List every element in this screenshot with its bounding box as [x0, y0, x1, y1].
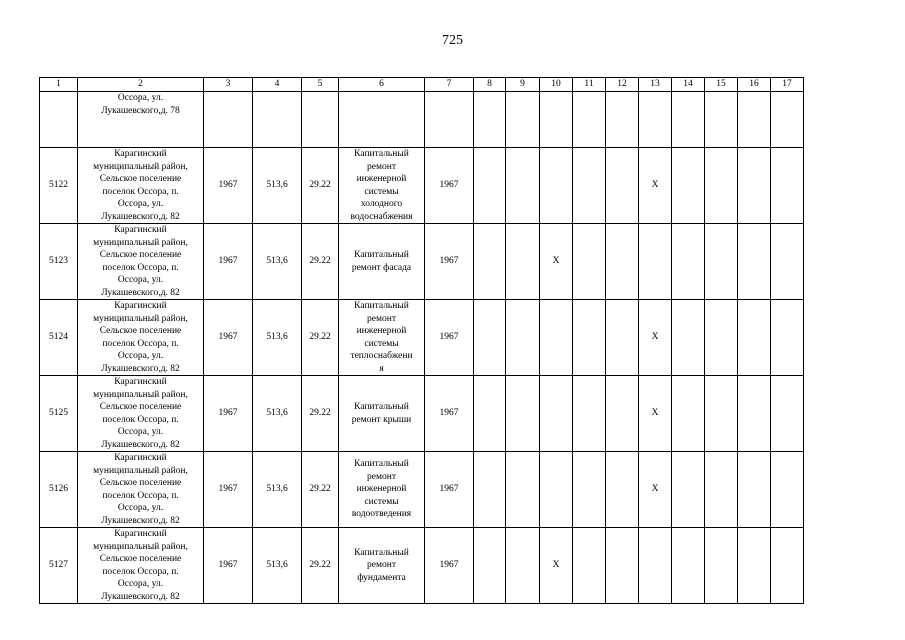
cell-empty: [506, 148, 540, 224]
table-body: [40, 78, 804, 604]
cell-year: 1967: [425, 148, 474, 224]
cell-area: 513,6: [253, 528, 302, 604]
cell-empty: [738, 148, 771, 224]
column-header-11: 11: [573, 78, 606, 92]
cell-mark: X: [540, 528, 573, 604]
cell-year: 1967: [425, 376, 474, 452]
column-header-16: 16: [738, 78, 771, 92]
table-row: [40, 224, 804, 300]
cell-mark: X: [639, 300, 672, 376]
column-header-17: 17: [771, 78, 804, 92]
column-header-5: 5: [302, 78, 339, 92]
cell-empty: [474, 376, 506, 452]
cell-rate: 29.22: [302, 452, 339, 528]
cell-rate: 29.22: [302, 148, 339, 224]
cell-year-built: 1967: [204, 300, 253, 376]
column-header-15: 15: [705, 78, 738, 92]
column-header-12: 12: [606, 78, 639, 92]
cell-empty: [738, 300, 771, 376]
table-row: [40, 300, 804, 376]
continuation-row: [40, 92, 804, 148]
column-header-6: 6: [339, 78, 425, 92]
table-row: [40, 528, 804, 604]
column-header-14: 14: [672, 78, 705, 92]
cell-empty: [672, 148, 705, 224]
cell-empty: [573, 224, 606, 300]
column-header-10: 10: [540, 78, 573, 92]
cell-address: Карагинский муниципальный район, Сельское поселение поселок Оссора, п. Оссора, ул. Лукашевского,д. 82: [78, 300, 204, 376]
table-row: [40, 452, 804, 528]
cell-empty: [738, 528, 771, 604]
cell-work-type: Капитальный ремонт инженерной системы теплоснабжени я: [339, 300, 425, 376]
cell-empty: [573, 452, 606, 528]
cell-empty: [639, 224, 672, 300]
cell-empty: [474, 300, 506, 376]
cell-year: 1967: [425, 452, 474, 528]
cell-empty: [540, 300, 573, 376]
cell-empty: [705, 376, 738, 452]
cell-empty: [672, 300, 705, 376]
column-header-8: 8: [474, 78, 506, 92]
cell-address: Оссора, ул. Лукашевского,д. 78: [78, 92, 204, 148]
cell-empty: [705, 452, 738, 528]
cell-year: 1967: [425, 528, 474, 604]
cell-id: 5123: [40, 224, 78, 300]
cell-empty: [540, 452, 573, 528]
cell-year-built: 1967: [204, 376, 253, 452]
cell-empty: [606, 224, 639, 300]
column-header-2: 2: [78, 78, 204, 92]
cell-area: 513,6: [253, 376, 302, 452]
cell-empty: [672, 452, 705, 528]
cell-year-built: 1967: [204, 452, 253, 528]
cell-year-built: 1967: [204, 224, 253, 300]
cell-mark: X: [639, 148, 672, 224]
cell-empty: [540, 148, 573, 224]
cell-rate: 29.22: [302, 528, 339, 604]
cell-empty: [738, 376, 771, 452]
cell-empty: [474, 148, 506, 224]
cell-year: 1967: [425, 224, 474, 300]
cell-id: 5124: [40, 300, 78, 376]
column-header-7: 7: [425, 78, 474, 92]
cell-year-built: 1967: [204, 528, 253, 604]
cell-empty: [606, 528, 639, 604]
cell-year-built: 1967: [204, 148, 253, 224]
cell-empty: [771, 300, 804, 376]
cell-address: Карагинский муниципальный район, Сельское поселение поселок Оссора, п. Оссора, ул. Лукашевского,д. 82: [78, 224, 204, 300]
cell-empty: [474, 528, 506, 604]
cell-id: 5122: [40, 148, 78, 224]
cell-empty: [771, 452, 804, 528]
cell-id: [40, 92, 78, 148]
cell-mark: X: [540, 224, 573, 300]
cell-empty: [639, 528, 672, 604]
cell-empty: [606, 148, 639, 224]
cell-empty: [771, 528, 804, 604]
cell-empty: [506, 452, 540, 528]
cell-empty: [474, 224, 506, 300]
capital-repair-table: [39, 77, 804, 604]
cell-work-type: Капитальный ремонт крыши: [339, 376, 425, 452]
cell-address: Карагинский муниципальный район, Сельское поселение поселок Оссора, п. Оссора, ул. Лукашевского,д. 82: [78, 376, 204, 452]
cell-id: 5125: [40, 376, 78, 452]
cell-empty: [573, 300, 606, 376]
cell-id: 5126: [40, 452, 78, 528]
cell-empty: [606, 452, 639, 528]
table-row: [40, 148, 804, 224]
cell-area: 513,6: [253, 148, 302, 224]
cell-empty: [506, 224, 540, 300]
cell-empty: [606, 376, 639, 452]
cell-rate: 29.22: [302, 376, 339, 452]
column-number-row: [40, 78, 804, 92]
column-header-1: 1: [40, 78, 78, 92]
cell-id: 5127: [40, 528, 78, 604]
table-row: [40, 376, 804, 452]
cell-year: 1967: [425, 300, 474, 376]
cell-rate: 29.22: [302, 224, 339, 300]
cell-empty: [606, 300, 639, 376]
cell-empty: [540, 376, 573, 452]
cell-address: Карагинский муниципальный район, Сельское поселение поселок Оссора, п. Оссора, ул. Лукашевского,д. 82: [78, 148, 204, 224]
column-header-9: 9: [506, 78, 540, 92]
cell-area: 513,6: [253, 300, 302, 376]
cell-work-type: Капитальный ремонт фасада: [339, 224, 425, 300]
cell-empty: [705, 148, 738, 224]
cell-empty: [506, 528, 540, 604]
cell-empty: [771, 224, 804, 300]
cell-empty: [474, 452, 506, 528]
cell-work-type: Капитальный ремонт фундамента: [339, 528, 425, 604]
cell-area: 513,6: [253, 224, 302, 300]
cell-empty: [672, 528, 705, 604]
cell-empty: [771, 376, 804, 452]
page-number: 725: [442, 33, 463, 48]
cell-empty: [771, 148, 804, 224]
cell-empty: [738, 452, 771, 528]
cell-empty: [672, 224, 705, 300]
cell-empty: [506, 300, 540, 376]
cell-empty: [738, 224, 771, 300]
cell-empty: [573, 528, 606, 604]
cell-empty: [705, 300, 738, 376]
cell-empty: [506, 376, 540, 452]
cell-work-type: Капитальный ремонт инженерной системы водоотведения: [339, 452, 425, 528]
cell-mark: X: [639, 452, 672, 528]
cell-empty: [573, 148, 606, 224]
column-header-13: 13: [639, 78, 672, 92]
cell-address: Карагинский муниципальный район, Сельское поселение поселок Оссора, п. Оссора, ул. Лукашевского,д. 82: [78, 452, 204, 528]
cell-area: 513,6: [253, 452, 302, 528]
cell-mark: X: [639, 376, 672, 452]
column-header-4: 4: [253, 78, 302, 92]
cell-rate: 29.22: [302, 300, 339, 376]
cell-empty: [705, 528, 738, 604]
cell-work-type: Капитальный ремонт инженерной системы холодного водоснабжения: [339, 148, 425, 224]
column-header-3: 3: [204, 78, 253, 92]
cell-empty: [672, 376, 705, 452]
cell-address: Карагинский муниципальный район, Сельское поселение поселок Оссора, п. Оссора, ул. Лукашевского,д. 82: [78, 528, 204, 604]
cell-empty: [573, 376, 606, 452]
cell-empty: [705, 224, 738, 300]
